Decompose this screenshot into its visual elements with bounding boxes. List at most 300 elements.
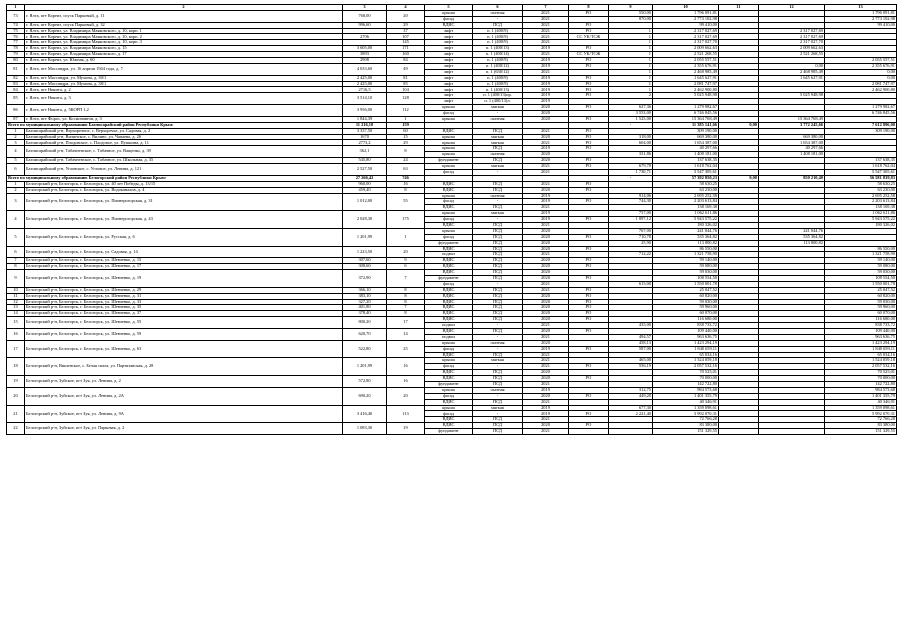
table-cell: п. 1 (400/14) — [473, 52, 523, 58]
table-cell: 70 525,01 — [825, 370, 897, 376]
table-cell: 99 410,00 — [653, 22, 719, 28]
table-cell: 2019 — [523, 75, 569, 81]
address-cell: г. Ялта, пгт Массандра, ул. Мухина, д. 30/1 — [25, 75, 343, 81]
people-cell: 19 — [387, 423, 425, 435]
table-cell: 0,00 — [825, 75, 897, 81]
address-cell: Белогорский р-н, Белогорск, г. Белогорск, ул. Шевченко, д. 63 — [25, 340, 343, 358]
row-number: 79 — [7, 52, 25, 58]
table-cell: фундамент — [425, 429, 473, 435]
table-cell: 1 — [609, 87, 653, 93]
row-number: 77 — [7, 40, 25, 46]
table-cell: ПСД — [473, 187, 523, 193]
row-number: 84 — [7, 87, 25, 93]
table-cell: ПСД — [473, 299, 523, 305]
table-cell: мягкая — [473, 405, 523, 411]
row-number: 4 — [7, 211, 25, 229]
table-cell: 2020 — [523, 111, 569, 117]
table-cell: 1 654 387,00 — [653, 140, 719, 146]
table-cell: 669 380,00 — [653, 134, 719, 140]
table-cell: ПСД — [473, 423, 523, 429]
table-cell: - — [473, 411, 523, 417]
people-cell: 29 — [387, 140, 425, 146]
table-cell: 63 230,00 — [825, 187, 897, 193]
table-cell: 2 773 102,98 — [653, 16, 719, 22]
table-cell: РО — [569, 146, 609, 152]
table-cell: - — [473, 199, 523, 205]
table-cell: крыша — [425, 146, 473, 152]
table-cell: 2021 — [523, 323, 569, 329]
table-cell: 604,00 — [609, 140, 653, 146]
table-cell: ПСД — [473, 305, 523, 311]
people-cell: 20 — [387, 10, 425, 22]
table-cell: 108 554,50 — [653, 275, 719, 281]
people-cell: 145 — [387, 40, 425, 46]
table-cell: - — [473, 169, 523, 175]
table-cell: 1 408 181,00 — [653, 152, 719, 158]
table-cell: фасад — [425, 199, 473, 205]
table-cell: п. 1 (400/12) — [473, 63, 523, 69]
table-cell: ПСД — [473, 382, 523, 388]
table-cell: ВДИС — [425, 246, 473, 252]
people-cell: 8 — [387, 146, 425, 158]
table-cell: РО — [569, 346, 609, 352]
address-cell: Белогорский р-н, Белогорск, г. Белогорск, ул. Шевченко, д. 59 — [25, 328, 343, 340]
area-cell: 800,20 — [343, 317, 387, 329]
table-cell: 40 346,91 — [825, 399, 897, 405]
table-cell: фасад — [425, 346, 473, 352]
table-cell: 116 680,00 — [825, 317, 897, 323]
table-cell: 1 550 001,78 — [653, 281, 719, 287]
row-number: 81 — [7, 63, 25, 75]
address-cell: Белогорский р-н, Белогорск, г. Белогорск, ул. Шевченко, д. 19 — [25, 270, 343, 288]
address-cell: Белогорский р-н, Белогорск, г. Белогорск, ул. Водоканалов, д. 4 — [25, 187, 343, 193]
people-cell: 8 — [387, 293, 425, 299]
table-cell: РО — [569, 299, 609, 305]
table-cell: 5 992 070,31 — [825, 411, 897, 417]
table-cell: 2021 — [523, 352, 569, 358]
area-cell: 3 956,00 — [343, 105, 387, 117]
table-cell: 2020 — [523, 293, 569, 299]
address-cell: Бахчисарайский р-н, Табачненское, с. Табачное, ул. Ващенко, д. 39 — [25, 146, 343, 158]
table-cell: ВДИС — [425, 205, 473, 211]
table-cell: РО — [569, 328, 609, 334]
people-cell: 8 — [387, 287, 425, 293]
table-cell: РО — [569, 158, 609, 164]
area-cell: 366,10 — [343, 287, 387, 293]
table-cell: 63 230,00 — [653, 187, 719, 193]
table-cell: 65 034,16 — [653, 352, 719, 358]
table-cell: 1 525,00 — [609, 116, 653, 122]
row-number: 10 — [7, 287, 25, 293]
table-cell: 331,86 — [609, 152, 653, 158]
table-cell: РО — [569, 10, 609, 16]
table-cell: 1 645 627,91 — [653, 75, 719, 81]
table-cell: п. 1 (400/9) — [473, 34, 523, 40]
row-number: 2 — [7, 134, 25, 140]
row-number: 19 — [7, 376, 25, 388]
table-cell: 2019 — [523, 411, 569, 417]
table-cell: 2021 — [523, 181, 569, 187]
table-cell: 587,00 — [609, 346, 653, 352]
people-cell: 107 — [387, 34, 425, 40]
row-number: 6 — [7, 246, 25, 258]
table-cell: 2020 — [523, 187, 569, 193]
table-cell: 137 638,35 — [825, 158, 897, 164]
row-number: 16 — [7, 328, 25, 340]
table-cell: 241 044,76 — [759, 228, 825, 234]
area-cell: 996,60 — [343, 22, 387, 28]
table-cell: - — [473, 281, 523, 287]
row-number: 9 — [7, 270, 25, 288]
table-cell: 2 203 613,84 — [825, 199, 897, 205]
address-cell: Белогорский р-н, Вишенское, с. Белая скала, ул. Партизанская, д. 28 — [25, 358, 343, 376]
table-cell: 5 025 948,98 — [653, 93, 719, 99]
area-cell: 545,80 — [343, 158, 387, 164]
table-cell: 59 080,00 — [825, 264, 897, 270]
table-cell: ВДИС — [425, 370, 473, 376]
table-cell: 1 524 059,18 — [825, 358, 897, 364]
table-cell: 2020 — [523, 423, 569, 429]
table-cell: ВДИС — [425, 305, 473, 311]
table-cell: 1 — [609, 52, 653, 58]
table-cell: лифт — [425, 93, 473, 99]
table-cell: 1 796 091,81 — [653, 10, 719, 16]
address-cell: г. Ялта, пгт Никита, д. 3 — [25, 93, 343, 105]
table-cell: скатная — [473, 10, 523, 16]
table-cell: ПСД — [473, 370, 523, 376]
table-cell: 1 — [609, 46, 653, 52]
table-cell: 138 169,38 — [653, 205, 719, 211]
address-cell: Белогорский р-н, Белогорск, г. Белогорск, ул. Шевченко, д. 35 — [25, 305, 343, 311]
address-cell: Белогорский р-н, Белогорск, г. Белогорск, ул. Шевченко, д. 29 — [25, 287, 343, 293]
table-cell: 2020 — [523, 311, 569, 317]
table-cell: 180 326,02 — [825, 222, 897, 228]
table-cell: 2020 — [523, 116, 569, 122]
table-cell: 5 943 575,22 — [653, 217, 719, 223]
people-cell: 81 — [387, 75, 425, 81]
table-cell: 2 081 747,97 — [825, 81, 897, 87]
table-cell: п. 1 (400/13) — [473, 87, 523, 93]
table-cell — [569, 429, 609, 435]
table-cell: 494,57 — [609, 334, 653, 340]
table-cell: 6 746 845,56 — [825, 111, 897, 117]
table-cell: 70 525,01 — [653, 370, 719, 376]
row-number: 14 — [7, 311, 25, 317]
table-cell: скатная — [473, 152, 523, 158]
table-cell: СС УК/ТСЖ — [569, 52, 609, 58]
table-cell: - — [473, 323, 523, 329]
area-cell: 459,40 — [343, 187, 387, 193]
table-cell: ВДИС — [425, 293, 473, 299]
table-cell: 914,06 — [609, 193, 653, 199]
table-cell: 2019 — [523, 99, 569, 105]
table-cell: 2021 — [523, 140, 569, 146]
table-cell: 1 618 762,04 — [825, 164, 897, 170]
table-cell: ПСД — [473, 158, 523, 164]
table-cell: мягкая — [473, 164, 523, 170]
table-cell: ПСД — [473, 293, 523, 299]
table-cell: 963 636,75 — [653, 334, 719, 340]
row-number: 13 — [7, 305, 25, 311]
people-cell: 20 — [387, 246, 425, 258]
header-cell: 1 — [7, 5, 25, 11]
table-cell: п. 1 (630/12) — [473, 69, 523, 75]
table-cell: ПСД — [473, 228, 523, 234]
table-cell: 1 321 758,90 — [653, 252, 719, 258]
table-cell: ПСД — [473, 146, 523, 152]
table-cell: - — [473, 393, 523, 399]
table-cell: 767,00 — [609, 228, 653, 234]
address-cell: г. Ялта, пгт Массандра, ул. Мухина, д. 38/1 — [25, 81, 343, 87]
table-cell: РО — [569, 293, 609, 299]
table-cell: 1 408 181,00 — [759, 152, 825, 158]
table-cell: 2019 — [523, 405, 569, 411]
table-cell: 2021 — [523, 169, 569, 175]
table-cell: 60 070,00 — [825, 311, 897, 317]
row-number: 15 — [7, 317, 25, 329]
address-cell: Бахчисарайский р-н, Табачненское, с. Табачное, ул. Школьная, д. 35 — [25, 158, 343, 164]
people-cell: 112 — [387, 105, 425, 117]
table-cell: 99 410,00 — [825, 22, 897, 28]
table-cell: крыша — [425, 140, 473, 146]
address-cell: Белогорский р-н, Белогорск, г. Белогорск, ул. Шевченко, д. 55 — [25, 317, 343, 329]
address-cell: г. Ялта, пгт Кореиз, ул. Владимира Маяковского, д. 17 — [25, 52, 343, 58]
table-cell: 1 654 387,00 — [759, 140, 825, 146]
table-cell: 2019 — [523, 87, 569, 93]
header-cell: 3 — [343, 5, 387, 11]
table-cell: ПСД — [473, 234, 523, 240]
area-cell: 2706 — [343, 34, 387, 40]
table-cell: 2021 — [523, 281, 569, 287]
table-cell: - — [473, 16, 523, 22]
area-cell: 2773,2 — [343, 140, 387, 146]
table-cell: ПСД — [473, 246, 523, 252]
table-cell: 2020 — [523, 305, 569, 311]
people-cell: 8 — [387, 187, 425, 193]
table-cell: 137 638,35 — [653, 158, 719, 164]
table-cell: п. 1 (400/13)пр. — [473, 93, 523, 99]
table-cell: ПСД — [473, 399, 523, 405]
table-cell: крыша — [425, 358, 473, 364]
header-cell: 2 — [25, 5, 343, 11]
table-cell: лифт — [425, 58, 473, 64]
table-cell — [719, 429, 759, 435]
table-cell: 1 645 627,91 — [759, 75, 825, 81]
table-cell: 984 573,68 — [825, 387, 897, 393]
table-cell: ВДИС — [425, 352, 473, 358]
table-cell: РО — [569, 75, 609, 81]
table-cell: 2 — [609, 93, 653, 99]
table-cell: 1 796 091,81 — [825, 10, 897, 16]
table-cell: 2021 — [523, 334, 569, 340]
area-cell: 522,80 — [343, 340, 387, 358]
table-cell: лифт — [425, 81, 473, 87]
table-cell: 2021 — [523, 382, 569, 388]
row-number: 87 — [7, 116, 25, 122]
table-cell: 58 630,25 — [653, 181, 719, 187]
table-cell: 2019 — [523, 81, 569, 87]
table-cell: 108 554,50 — [825, 275, 897, 281]
people-cell: 9 — [387, 258, 425, 264]
table-cell: 2020 — [523, 275, 569, 281]
table-cell: 2020 — [523, 234, 569, 240]
table-cell: 5 025 948,98 — [759, 93, 825, 99]
area-cell: 2908 — [343, 58, 387, 64]
table-cell: РО — [569, 275, 609, 281]
table-cell: ПСД — [473, 270, 523, 276]
table-cell: 25 047,52 — [825, 287, 897, 293]
table-cell: фасад — [425, 281, 473, 287]
table-cell: 465,00 — [609, 358, 653, 364]
table-cell: п. 1 (400/9) — [473, 40, 523, 46]
table-cell: ПСД — [473, 317, 523, 323]
table-cell: ПСД — [473, 222, 523, 228]
table-cell: 72 766,28 — [825, 417, 897, 423]
table-cell: РО — [569, 140, 609, 146]
table-cell: 2019 — [523, 93, 569, 99]
table-cell: 59 030,00 — [825, 270, 897, 276]
table-cell: 116 680,00 — [653, 317, 719, 323]
people-cell: 171 — [387, 46, 425, 52]
area-cell: 4 033,60 — [343, 63, 387, 75]
table-cell: 2020 — [523, 258, 569, 264]
table-cell: крыша — [425, 405, 473, 411]
address-cell: Белогорский р-н, Белогорск, г. Белогорск, ул. Русская, д. 6 — [25, 228, 343, 246]
area-cell: 327,20 — [343, 299, 387, 305]
subtotal-cell: - — [609, 122, 653, 128]
header-cell: 13 — [825, 5, 897, 11]
table-cell: 60 070,00 — [653, 311, 719, 317]
table-cell: крыша — [425, 164, 473, 170]
row-number: 20 — [7, 387, 25, 405]
table-cell: РО — [569, 264, 609, 270]
table-cell: 25 047,52 — [653, 287, 719, 293]
table-cell: ВДИС — [425, 270, 473, 276]
table-cell: 838 733,72 — [825, 323, 897, 329]
header-cell: 4 — [387, 5, 425, 11]
table-cell: 70 000,00 — [825, 376, 897, 382]
row-number: 78 — [7, 46, 25, 52]
table-cell: 435,00 — [609, 323, 653, 329]
table-cell: п. 1 (400/9) — [473, 81, 523, 87]
subtotal-fund: 850 210,40 — [759, 175, 825, 181]
table-cell: 535 364,82 — [759, 234, 825, 240]
table-cell: 2019 — [523, 346, 569, 352]
table-cell: 59 140,00 — [653, 258, 719, 264]
table-cell: - — [473, 334, 523, 340]
table-cell: 615,00 — [609, 281, 653, 287]
table-cell: 318,00 — [609, 134, 653, 140]
table-cell: 2020 — [523, 246, 569, 252]
table-cell: ВДИС — [425, 264, 473, 270]
table-cell: 2020 — [523, 299, 569, 305]
table-cell: 2020 — [523, 393, 569, 399]
table-cell: 627,36 — [609, 105, 653, 111]
table-cell: 2021 — [523, 399, 569, 405]
table-cell: 1 401 355,79 — [825, 393, 897, 399]
table-cell: 40 297,66 — [653, 146, 719, 152]
table-cell: 2021 — [523, 28, 569, 34]
table-cell: ПСД — [473, 275, 523, 281]
address-cell: Бахчисарайский р-н, Вилинское, с. Вилино, ул. Чапаева, д. 26 — [25, 134, 343, 140]
table-cell: 2021 — [523, 417, 569, 423]
table-cell: 2020 — [523, 228, 569, 234]
address-cell: Бахчисарайский р-н, Угловское, с. Угловое, ул. Ленина, д. 121 — [25, 164, 343, 176]
address-cell: г. Ялта, пгт Кореиз, спуск Парковый, д. 32 — [25, 22, 343, 28]
table-cell: мягкая — [473, 134, 523, 140]
people-cell: 8 — [387, 311, 425, 317]
table-cell: 1 897,12 — [609, 217, 653, 223]
table-cell: 5 943 575,22 — [825, 217, 897, 223]
table-cell: крыша — [425, 10, 473, 16]
table-cell: 6 746 845,56 — [653, 111, 719, 117]
table-cell: 60 820,00 — [825, 293, 897, 299]
table-cell: 72 766,28 — [653, 417, 719, 423]
address-cell: Белогорский р-н, Белогорск, г. Белогорск, ул. Шевченко, д. 31 — [25, 293, 343, 299]
table-cell: 2 317 027,70 — [653, 40, 719, 46]
table-cell: 1 524 059,18 — [653, 358, 719, 364]
table-cell: 1 — [609, 58, 653, 64]
header-cell: 11 — [719, 5, 759, 11]
table-cell: фасад — [425, 411, 473, 417]
table-cell: ПСД — [473, 22, 523, 28]
table-cell: 2 521 268,55 — [653, 52, 719, 58]
table-cell: 59 960,00 — [825, 305, 897, 311]
table-cell: РО — [569, 116, 609, 122]
table-cell: 2019 — [523, 63, 569, 69]
table-cell: 2 317 027,69 — [759, 34, 825, 40]
subtotal-people: 746 — [387, 175, 425, 181]
table-cell: 1 359 098,61 — [825, 405, 897, 411]
table-cell: мягкая — [473, 105, 523, 111]
table-cell: РО — [569, 63, 609, 69]
area-cell: 3 337,50 — [343, 128, 387, 134]
table-cell: 2020 — [523, 158, 569, 164]
address-cell: г. Ялта, пгт Кореиз, ул. Владимира Маяковского, д. 10, корп. 2 — [25, 34, 343, 40]
table-cell: РО — [569, 181, 609, 187]
table-cell: ПСД — [473, 252, 523, 258]
table-cell: подвал — [425, 334, 473, 340]
people-cell: 1 — [387, 116, 425, 122]
table-cell: 40 346,91 — [653, 399, 719, 405]
table-cell: 2 317 027,70 — [759, 40, 825, 46]
table-cell: 2 468 985,49 — [653, 69, 719, 75]
table-cell: 1 — [609, 40, 653, 46]
table-cell: 1 — [609, 28, 653, 34]
table-cell: п. 1 (400/9) — [473, 58, 523, 64]
area-cell: 362,1 — [343, 146, 387, 158]
table-cell: 1 550 001,78 — [825, 281, 897, 287]
table-cell: лифт — [425, 46, 473, 52]
table-cell: 757,00 — [609, 211, 653, 217]
table-cell: лифт — [425, 52, 473, 58]
table-cell: 5 992 070,31 — [653, 411, 719, 417]
row-number: 73 — [7, 10, 25, 22]
row-number: 86 — [7, 105, 25, 117]
area-cell: 383,10 — [343, 293, 387, 299]
row-number: 21 — [7, 405, 25, 423]
table-cell: 1 840 659,11 — [653, 346, 719, 352]
table-cell: 2019 — [523, 58, 569, 64]
table-cell: 2020 — [523, 240, 569, 246]
address-cell: Белогорский р-н, Белогорск, г. Белогорск, ул. Шевченко, д. 33 — [25, 299, 343, 305]
table-cell: мягкая — [473, 358, 523, 364]
subtotal-cell: - — [609, 175, 653, 181]
table-cell: РО — [569, 317, 609, 323]
table-cell: - — [473, 346, 523, 352]
table-cell: лифт — [425, 75, 473, 81]
people-cell: 20 — [387, 387, 425, 405]
